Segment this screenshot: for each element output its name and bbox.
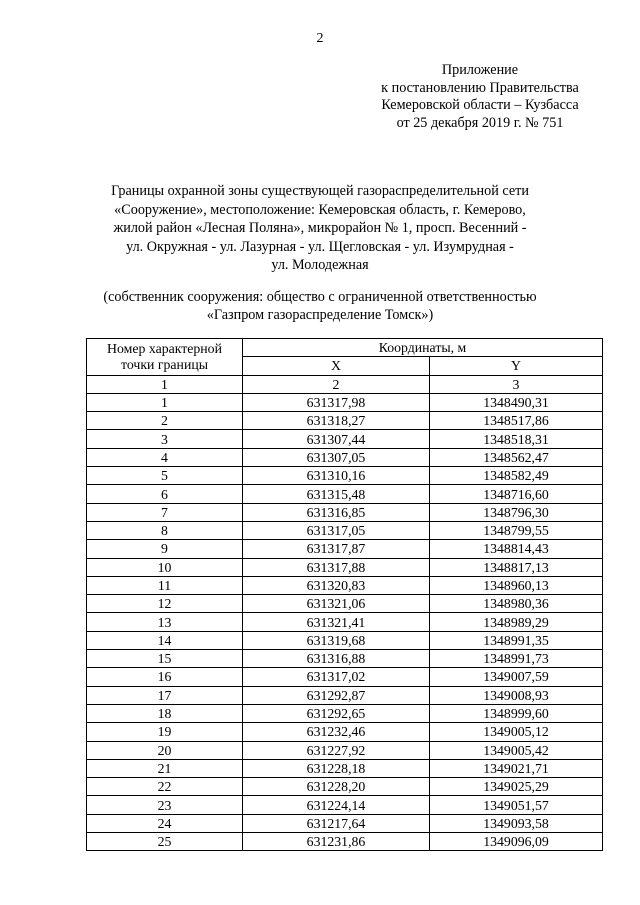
header-coordinates: Координаты, м — [243, 339, 603, 357]
table-row — [87, 796, 603, 814]
y-cell: 1349025,29 — [430, 778, 603, 796]
point-number-cell: 5 — [87, 467, 243, 485]
owner-note — [60, 288, 580, 325]
y-cell: 1348980,36 — [430, 595, 603, 613]
x-cell: 631307,44 — [243, 430, 430, 448]
owner-line: (собственник сооружения: общество с ограниченной ответственностью — [103, 289, 537, 305]
y-cell: 1348518,31 — [430, 430, 603, 448]
point-number-cell: 16 — [87, 668, 243, 686]
table-row — [87, 759, 603, 777]
x-cell: 631321,06 — [243, 595, 430, 613]
x-cell: 631228,18 — [243, 759, 430, 777]
table-row — [87, 412, 603, 430]
point-number-cell: 3 — [87, 430, 243, 448]
column-number: 1 — [87, 375, 243, 393]
owner-line: «Газпром газораспределение Томск») — [206, 307, 434, 324]
point-number-cell: 13 — [87, 613, 243, 631]
y-cell: 1348490,31 — [430, 393, 603, 411]
table-row — [87, 448, 603, 466]
x-cell: 631317,05 — [243, 521, 430, 539]
point-number-cell: 14 — [87, 631, 243, 649]
table-row — [87, 833, 603, 851]
point-number-cell: 12 — [87, 595, 243, 613]
y-cell: 1348799,55 — [430, 521, 603, 539]
title-line: ул. Молодежная — [271, 257, 369, 274]
table-row — [87, 576, 603, 594]
point-number-cell: 18 — [87, 704, 243, 722]
header-point-number: Номер характерной точки границы — [87, 339, 243, 376]
table-row — [87, 778, 603, 796]
point-number-cell: 2 — [87, 412, 243, 430]
table-row — [87, 650, 603, 668]
coordinates-table — [86, 338, 603, 851]
point-number-cell: 24 — [87, 814, 243, 832]
y-cell: 1349021,71 — [430, 759, 603, 777]
point-number-cell: 17 — [87, 686, 243, 704]
y-cell: 1348562,47 — [430, 448, 603, 466]
table-row — [87, 503, 603, 521]
x-cell: 631320,83 — [243, 576, 430, 594]
y-cell: 1349051,57 — [430, 796, 603, 814]
y-cell: 1348517,86 — [430, 412, 603, 430]
table-row — [87, 741, 603, 759]
y-cell: 1349007,59 — [430, 668, 603, 686]
column-number: 2 — [243, 375, 430, 393]
table-row — [87, 467, 603, 485]
x-cell: 631292,87 — [243, 686, 430, 704]
point-number-cell: 4 — [87, 448, 243, 466]
header-y: Y — [430, 357, 603, 375]
x-cell: 631292,65 — [243, 704, 430, 722]
x-cell: 631316,88 — [243, 650, 430, 668]
y-cell: 1348991,73 — [430, 650, 603, 668]
x-cell: 631224,14 — [243, 796, 430, 814]
x-cell: 631315,48 — [243, 485, 430, 503]
point-number-cell: 21 — [87, 759, 243, 777]
point-number-cell: 7 — [87, 503, 243, 521]
y-cell: 1349008,93 — [430, 686, 603, 704]
y-cell: 1348716,60 — [430, 485, 603, 503]
table-row — [87, 485, 603, 503]
table-row — [87, 686, 603, 704]
x-cell: 631316,85 — [243, 503, 430, 521]
x-cell: 631310,16 — [243, 467, 430, 485]
point-number-cell: 25 — [87, 833, 243, 851]
point-number-cell: 10 — [87, 558, 243, 576]
appendix-block — [360, 62, 600, 132]
point-number-cell: 20 — [87, 741, 243, 759]
x-cell: 631228,20 — [243, 778, 430, 796]
y-cell: 1348796,30 — [430, 503, 603, 521]
table-row — [87, 595, 603, 613]
x-cell: 631227,92 — [243, 741, 430, 759]
point-number-cell: 23 — [87, 796, 243, 814]
table-row — [87, 540, 603, 558]
y-cell: 1348960,13 — [430, 576, 603, 594]
x-cell: 631319,68 — [243, 631, 430, 649]
x-cell: 631217,64 — [243, 814, 430, 832]
table-row — [87, 668, 603, 686]
y-cell: 1349093,58 — [430, 814, 603, 832]
y-cell: 1348989,29 — [430, 613, 603, 631]
appendix-line: Приложение — [441, 62, 519, 78]
point-number-cell: 11 — [87, 576, 243, 594]
column-number-row — [87, 375, 603, 393]
table-row — [87, 558, 603, 576]
x-cell: 631231,86 — [243, 833, 430, 851]
title-line: жилой район «Лесная Поляна», микрорайон № 1, просп. Весенний - — [113, 220, 527, 237]
table-header-row — [87, 339, 603, 357]
y-cell: 1349005,42 — [430, 741, 603, 759]
y-cell: 1348582,49 — [430, 467, 603, 485]
y-cell: 1348991,35 — [430, 631, 603, 649]
x-cell: 631232,46 — [243, 723, 430, 741]
table-row — [87, 704, 603, 722]
y-cell: 1348999,60 — [430, 704, 603, 722]
appendix-line: к постановлению Правительства — [381, 79, 579, 96]
x-cell: 631317,98 — [243, 393, 430, 411]
x-cell: 631317,88 — [243, 558, 430, 576]
point-number-cell: 8 — [87, 521, 243, 539]
table-body — [87, 393, 603, 850]
point-number-cell: 22 — [87, 778, 243, 796]
table-row — [87, 631, 603, 649]
appendix-line: от 25 декабря 2019 г. № 751 — [396, 114, 564, 131]
title-line: ул. Окружная - ул. Лазурная - ул. Щегловская - ул. Изумрудная - — [126, 238, 514, 255]
x-cell: 631317,02 — [243, 668, 430, 686]
table-row — [87, 723, 603, 741]
table-row — [87, 613, 603, 631]
column-number: 3 — [430, 375, 603, 393]
page-number: 2 — [316, 31, 324, 46]
point-number-cell: 1 — [87, 393, 243, 411]
table-row — [87, 393, 603, 411]
x-cell: 631307,05 — [243, 448, 430, 466]
point-number-cell: 9 — [87, 540, 243, 558]
appendix-line: Кемеровской области – Кузбасса — [381, 97, 579, 113]
point-number-cell: 15 — [87, 650, 243, 668]
x-cell: 631321,41 — [243, 613, 430, 631]
table-row — [87, 814, 603, 832]
table-row — [87, 521, 603, 539]
x-cell: 631317,87 — [243, 540, 430, 558]
title-line: Границы охранной зоны существующей газораспределительной сети — [111, 183, 529, 199]
y-cell: 1349005,12 — [430, 723, 603, 741]
table-row — [87, 430, 603, 448]
title-line: «Сооружение», местоположение: Кемеровская область, г. Кемерово, — [114, 201, 526, 218]
header-x: X — [243, 357, 430, 375]
y-cell: 1348814,43 — [430, 540, 603, 558]
point-number-cell: 6 — [87, 485, 243, 503]
y-cell: 1349096,09 — [430, 833, 603, 851]
point-number-cell: 19 — [87, 723, 243, 741]
y-cell: 1348817,13 — [430, 558, 603, 576]
x-cell: 631318,27 — [243, 412, 430, 430]
document-title — [60, 182, 580, 275]
